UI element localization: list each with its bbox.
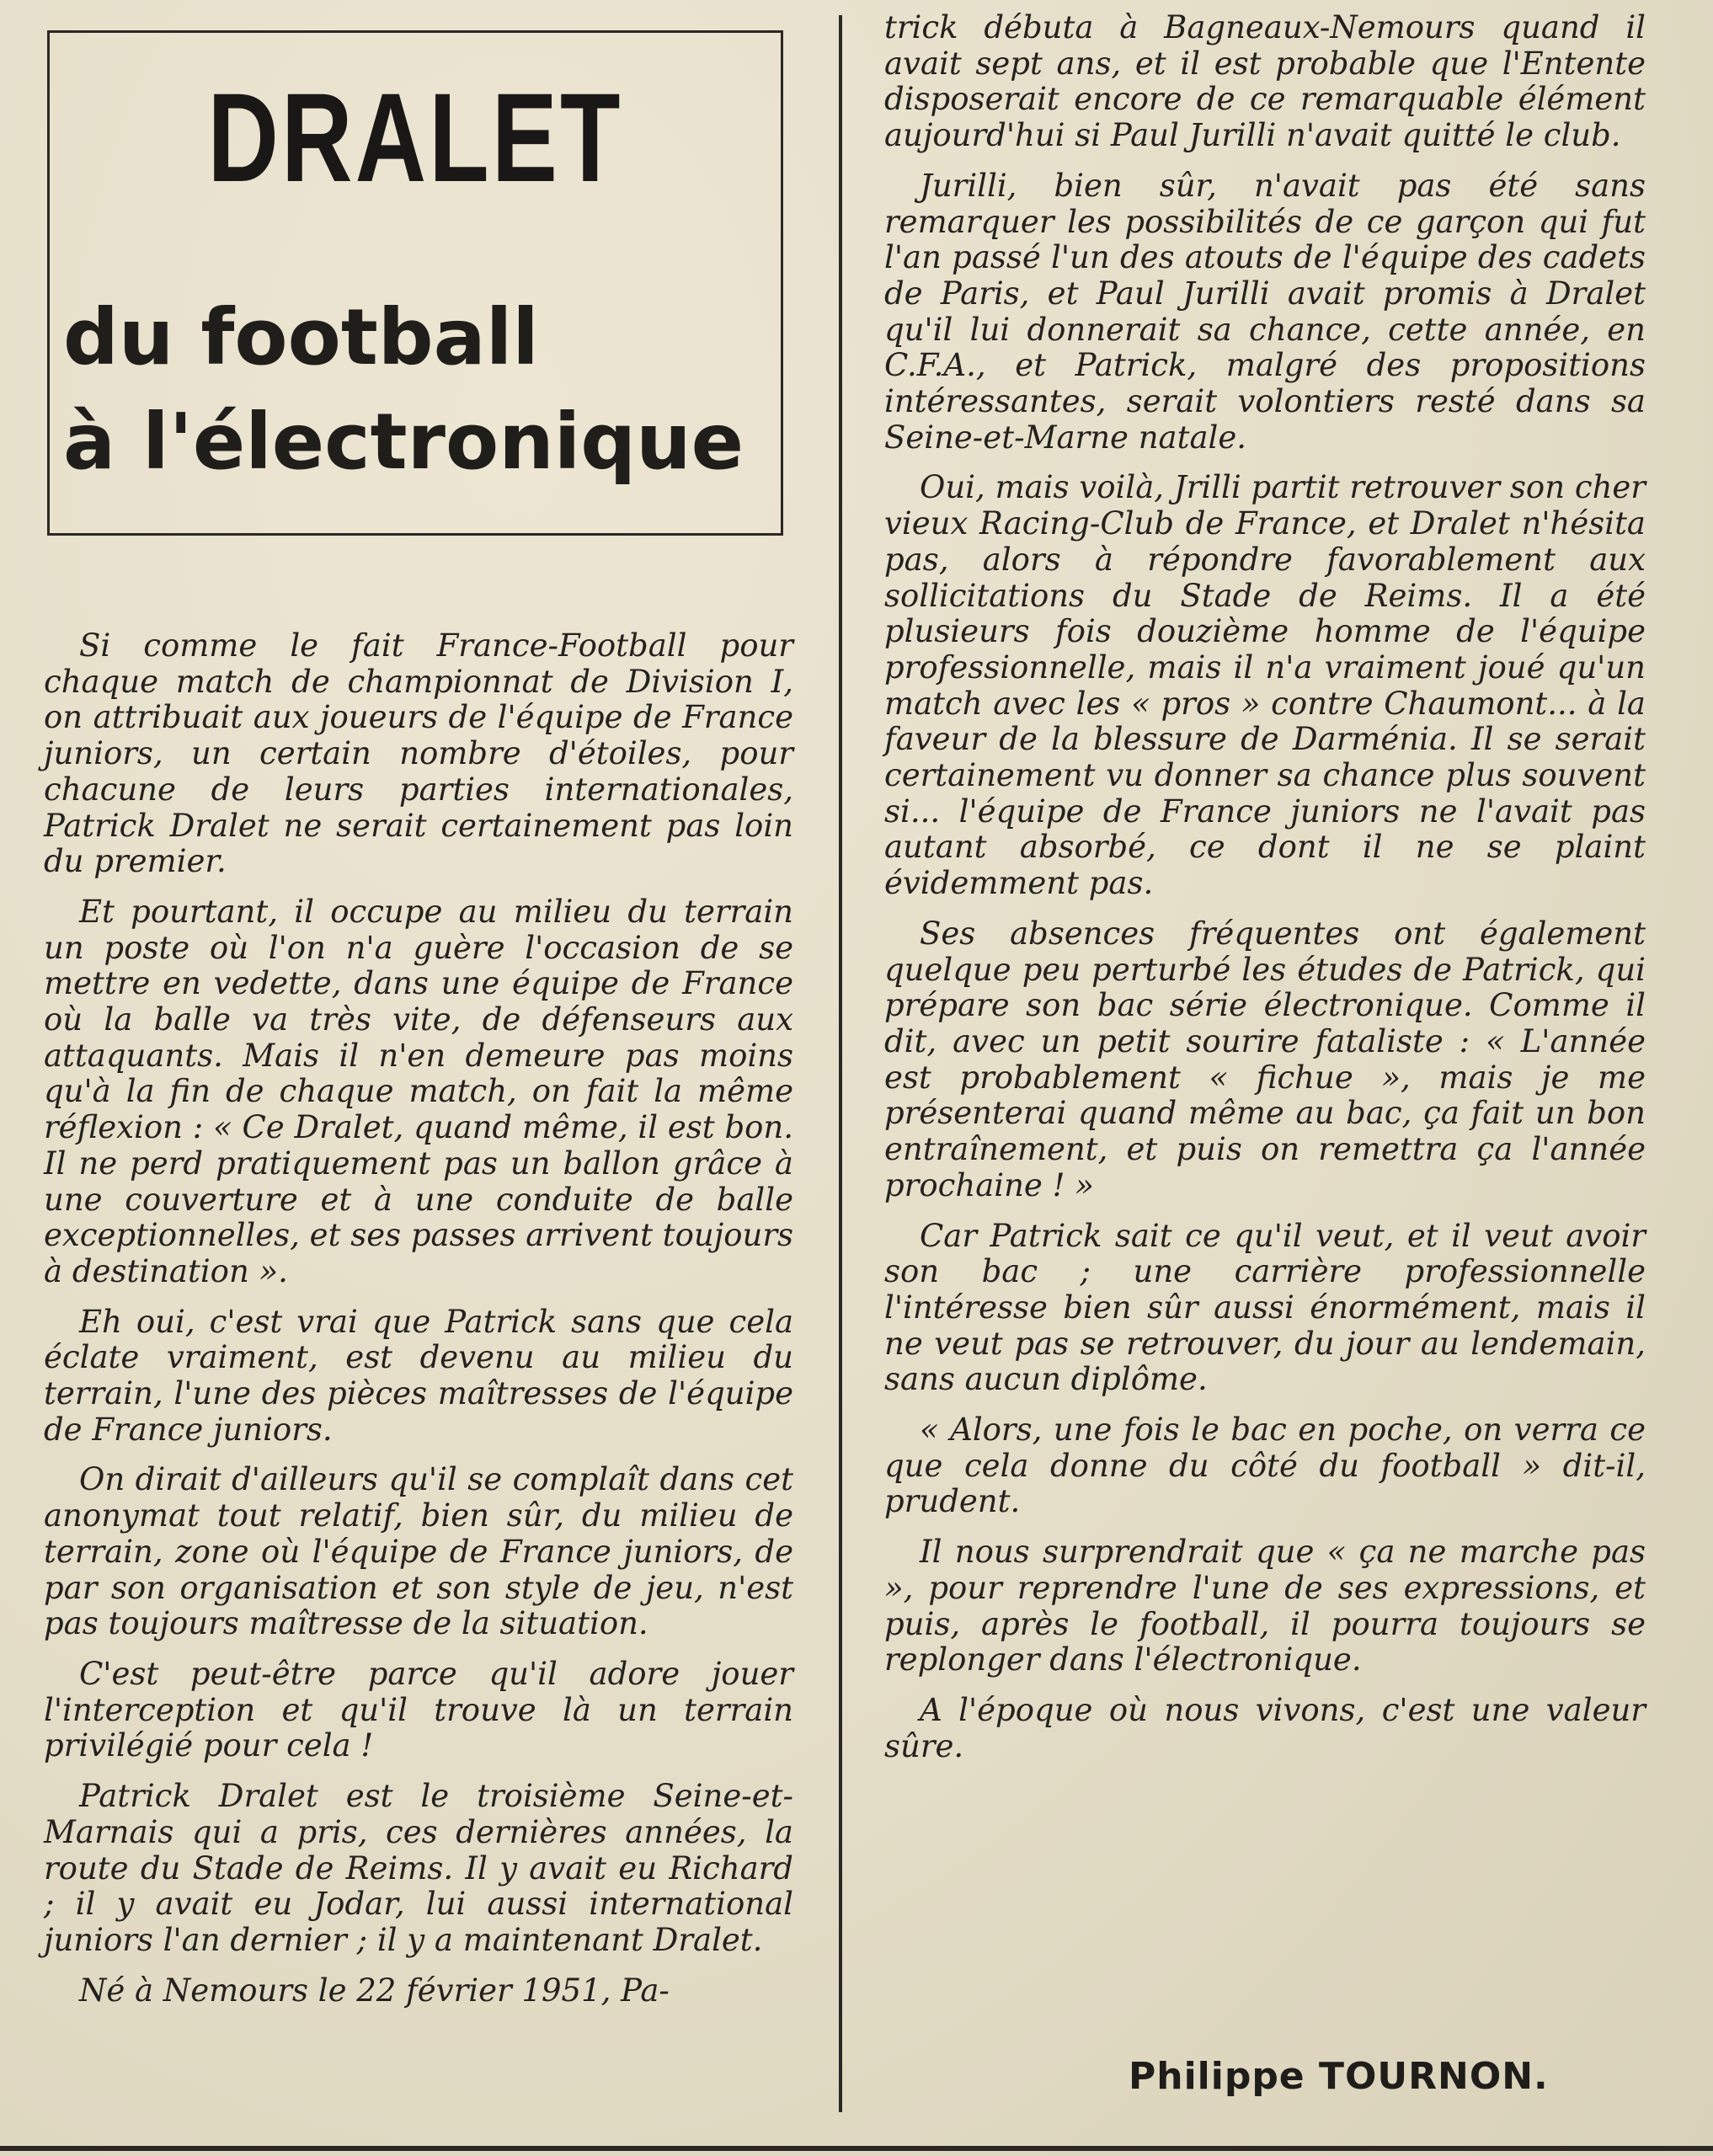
author-signature: Philippe TOURNON. xyxy=(1129,2055,1549,2098)
right-column xyxy=(884,10,1646,1779)
paragraph: Si comme le fait France-Football pour chaque match de championnat de Division I, on attribuait aux joueurs de l'équipe de France juniors, un certain nombre d'étoiles, pour chacune de leurs parties internationales, Patrick Dralet ne serait certainement pas loin du premier. xyxy=(44,627,793,880)
headline-subtitle xyxy=(63,286,744,494)
paragraph: Né à Nemours le 22 février 1951, Pa- xyxy=(79,1972,670,2009)
paragraph: Patrick Dralet est le troisième Seine-et-Marnais qui a pris, ces dernières années, la route du Stade de Reims. Il y avait eu Richard ; il y avait eu Jodar, lui aussi international juniors l'an dernier ; il y a maintenant Dralet. xyxy=(44,1778,793,1958)
paragraph: Jurilli, bien sûr, n'avait pas été sans remarquer les possibilités de ce garçon qui fut l'an passé l'un des atouts de l'équipe des cadets de Paris, et Paul Jurilli avait promis à Dralet qu'il lui donnerait sa chance, cette année, en C.F.A., et Patrick, malgré des propositions intéressantes, serait volontiers resté dans sa Seine-et-Marne natale. xyxy=(884,167,1646,456)
paragraph: A l'époque où nous vivons, c'est une valeur sûre. xyxy=(884,1691,1646,1764)
left-column xyxy=(44,628,793,2023)
bottom-rule xyxy=(0,2146,1713,2151)
paragraph: Oui, mais voilà, Jrilli partit retrouver son cher vieux Racing-Club de France, et Dralet n'hésita pas, alors à répondre favorablement aux sollicitations du Stade de Reims. Il a été plusieurs fois douzième homme de l'équipe professionnelle, mais il n'a vraiment joué qu'un match avec les « pros » contre Chaumont... à la faveur de la blessure de Darménia. Il se serait certainement vu donner sa chance plus souvent si... l'équipe de France juniors ne l'avait pas autant absorbé, ce dont il ne se plaint évidemment pas. xyxy=(884,469,1646,902)
subtitle-line-2: à l'électronique xyxy=(63,397,744,487)
paragraph: Il nous surprendrait que « ça ne marche pas », pour reprendre l'une de ses expressions, et puis, après le football, il pourra toujours se replonger dans l'électronique. xyxy=(884,1534,1646,1678)
headline-box xyxy=(47,30,783,536)
headline-title: DRALET xyxy=(207,67,623,208)
paragraph: Car Patrick sait ce qu'il veut, et il veut avoir son bac ; une carrière professionnelle l'intéresse bien sûr aussi énormément, mais il ne veut pas se retrouver, du jour au lendemain, sans aucun diplôme. xyxy=(884,1217,1646,1398)
paragraph-continuation: trick débuta à Bagneaux-Nemours quand il avait sept ans, et il est probable que l'Entente disposerait encore de ce remarquable élément aujourd'hui si Paul Jurilli n'avait quitté le club. xyxy=(884,9,1646,154)
paragraph: Ses absences fréquentes ont également quelque peu perturbé les études de Patrick, qui prépare son bac série électronique. Comme il dit, avec un petit sourire fataliste : « L'année est probablement « fichue », mais je me présenterai quand même au bac, ça fait un bon entraînement, et puis on remettra ça l'année prochaine ! » xyxy=(884,915,1646,1203)
paragraph: Eh oui, c'est vrai que Patrick sans que cela éclate vraiment, est devenu au milieu du terrain, l'une des pièces maîtresses de l'équipe de France juniors. xyxy=(44,1303,793,1448)
paragraph: On dirait d'ailleurs qu'il se complaît dans cet anonymat tout relatif, bien sûr, du milieu de terrain, zone où l'équipe de France juniors, de par son organisation et son style de jeu, n'est pas toujours maîtresse de la situation. xyxy=(44,1461,793,1642)
subtitle-line-1: du football xyxy=(63,292,539,382)
paragraph: C'est peut-être parce qu'il adore jouer l'interception et qu'il trouve là un terrain privilégié pour cela ! xyxy=(44,1655,793,1764)
paragraph: « Alors, une fois le bac en poche, on verra ce que cela donne du côté du football » dit-il, prudent. xyxy=(884,1412,1646,1520)
paragraph: Et pourtant, il occupe au milieu du terrain un poste où l'on n'a guère l'occasion de se mettre en vedette, dans une équipe de France où la balle va très vite, de défenseurs aux attaquants. Mais il n'en demeure pas moins qu'à la fin de chaque match, on fait la même réflexion : « Ce Dralet, quand même, il est bon. Il ne perd pratiquement pas un ballon grâce à une couverture et à une conduite de balle exceptionnelles, et ses passes arrivent toujours à destination ». xyxy=(44,893,793,1289)
column-divider xyxy=(839,15,842,2112)
